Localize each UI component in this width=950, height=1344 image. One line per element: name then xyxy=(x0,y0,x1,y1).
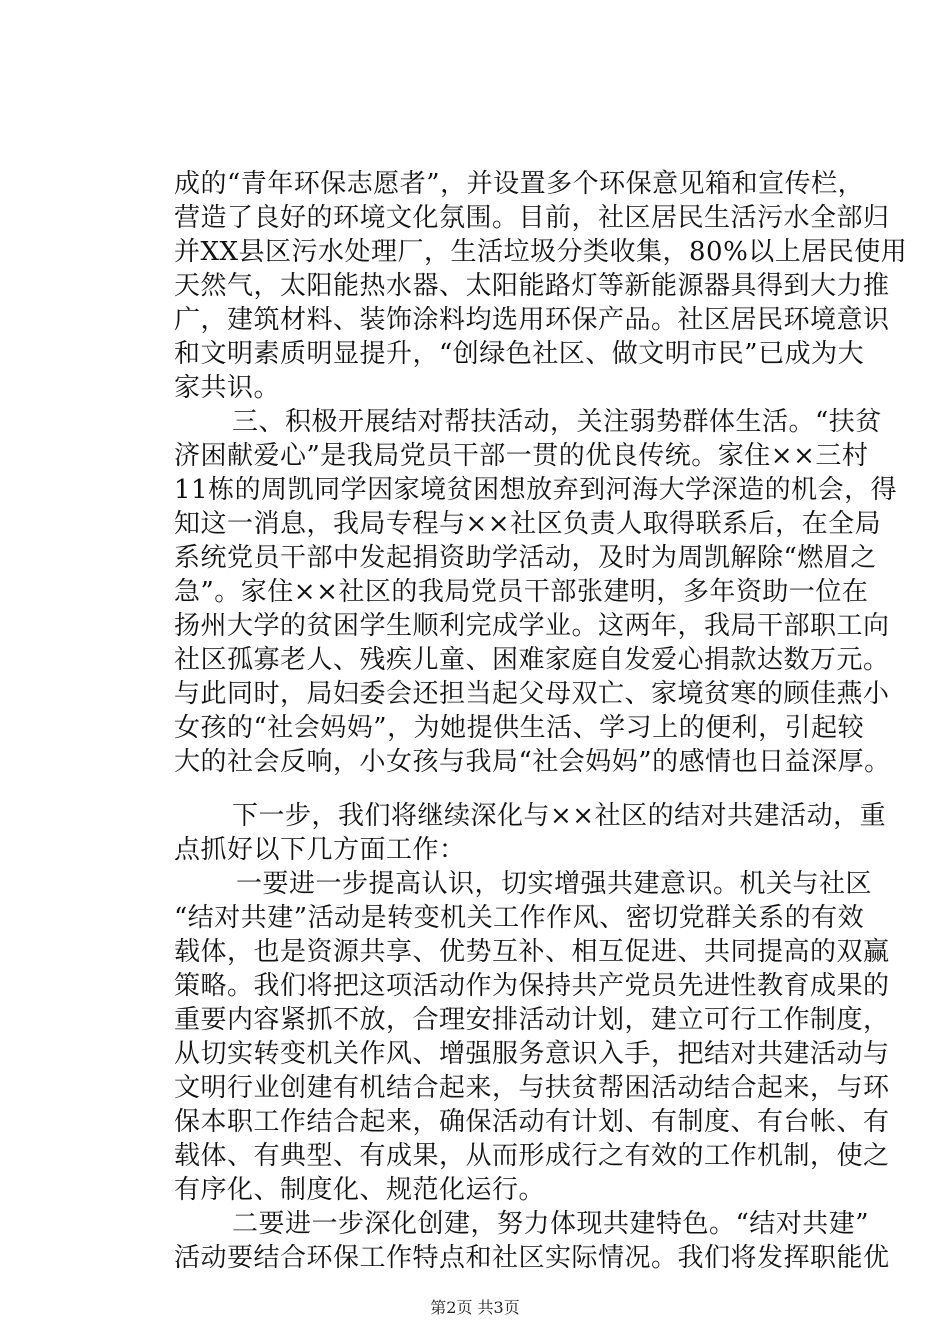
text-line: 活动要结合环保工作特点和社区实际情况。我们将发挥职能优 xyxy=(174,1243,890,1273)
text-line: 家共识。 xyxy=(174,373,281,403)
text-line: 一要进一步提高认识，切实增强共建意识。机关与社区 xyxy=(236,869,873,899)
text-line: 从切实转变机关作风、增强服务意识入手，把结对共建活动与 xyxy=(174,1039,890,1069)
text-line: 11栋的周凯同学因家境贫困想放弃到河海大学深造的机会，得 xyxy=(174,475,898,505)
text-line: 社区孤寡老人、残疾儿童、困难家庭自发爱心捐款达数万元。 xyxy=(174,645,890,675)
text-line: 有序化、制度化、规范化运行。 xyxy=(174,1175,546,1205)
text-line: 天然气，太阳能热水器、太阳能路灯等新能源器具得到大力推 xyxy=(174,271,890,301)
text-line: 载体，也是资源共享、优势互补、相互促进、共同提高的双赢 xyxy=(174,937,890,967)
text-line: 策略。我们将把这项活动作为保持共产党员先进性教育成果的 xyxy=(174,971,890,1001)
text-line: 急”。家住××社区的我局党员干部张建明，多年资助一位在 xyxy=(174,577,869,607)
text-line: 二要进一步深化创建，努力体现共建特色。“结对共建” xyxy=(232,1209,870,1239)
text-line: 广，建筑材料、装饰涂料均选用环保产品。社区居民环境意识 xyxy=(174,305,890,335)
text-line: 扬州大学的贫困学生顺利完成学业。这两年，我局干部职工向 xyxy=(174,611,890,641)
text-line: 载体、有典型、有成果，从而形成行之有效的工作机制，使之 xyxy=(174,1141,890,1171)
text-line: 重要内容紧抓不放，合理安排活动计划，建立可行工作制度， xyxy=(174,1005,890,1035)
text-line: 成的“青年环保志愿者”，并设置多个环保意见箱和宣传栏， xyxy=(174,169,865,199)
text-line: 大的社会反响，小女孩与我局“社会妈妈”的感情也日益深厚。 xyxy=(174,747,891,777)
text-line: 三、积极开展结对帮扶活动，关注弱势群体生活。“扶贫 xyxy=(232,407,882,437)
text-line: 与此同时，局妇委会还担当起父母双亡、家境贫寒的顾佳燕小 xyxy=(174,679,890,709)
text-line: 系统党员干部中发起捐资助学活动，及时为周凯解除“燃眉之 xyxy=(174,543,877,573)
text-line: “结对共建”活动是转变机关工作作风、密切党群关系的有效 xyxy=(174,903,865,933)
text-line: 和文明素质明显提升，“创绿色社区、做文明市民”已成为大 xyxy=(174,339,865,369)
text-line: 保本职工作结合起来，确保活动有计划、有制度、有台帐、有 xyxy=(174,1107,890,1137)
page-footer: 第2页 共3页 xyxy=(430,1298,520,1317)
text-line: 女孩的“社会妈妈”，为她提供生活、学习上的便利，引起较 xyxy=(174,713,865,743)
text-line: 文明行业创建有机结合起来，与扶贫帮困活动结合起来，与环 xyxy=(174,1073,890,1103)
text-line: 济困献爱心”是我局党员干部一贯的优良传统。家住××三村 xyxy=(174,441,869,471)
text-line: 并XX县区污水处理厂，生活垃圾分类收集，80%以上居民使用 xyxy=(174,237,908,267)
text-line: 下一步，我们将继续深化与××社区的结对共建活动，重 xyxy=(232,801,887,831)
text-line: 营造了良好的环境文化氛围。目前，社区居民生活污水全部归 xyxy=(174,203,890,233)
text-line: 点抓好以下几方面工作： xyxy=(174,835,466,865)
text-line: 知这一消息，我局专程与××社区负责人取得联系后，在全局 xyxy=(174,509,882,539)
